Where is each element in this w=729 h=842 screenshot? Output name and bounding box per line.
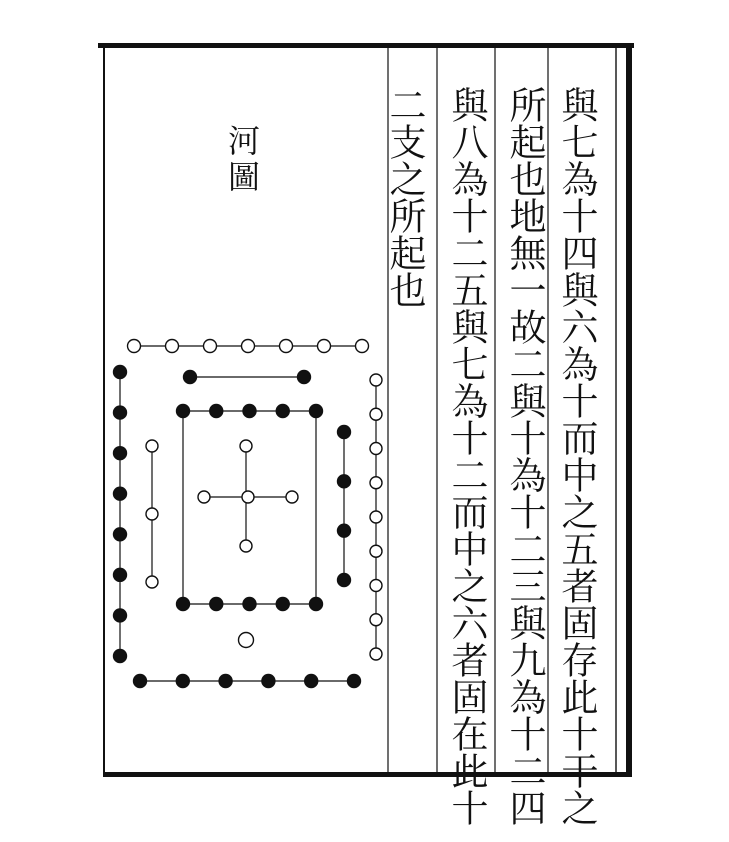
black-dot (184, 371, 197, 384)
white-dot (370, 614, 382, 626)
black-dot (338, 426, 351, 439)
white-dot (128, 340, 141, 353)
black-dot (298, 371, 311, 384)
white-dot (240, 440, 252, 452)
black-dot (114, 568, 127, 581)
black-dot (210, 598, 223, 611)
black-dot (262, 675, 275, 688)
black-dot (114, 406, 127, 419)
white-dot (370, 374, 382, 386)
black-dot (338, 524, 351, 537)
white-dot (370, 443, 382, 455)
white-dot (370, 545, 382, 557)
black-dot (338, 475, 351, 488)
black-dot (114, 366, 127, 379)
white-dot (146, 508, 158, 520)
white-dot (356, 340, 369, 353)
white-dot (370, 511, 382, 523)
black-dot (210, 405, 223, 418)
white-dot (240, 540, 252, 552)
white-dot (204, 340, 217, 353)
white-dot (370, 408, 382, 420)
white-dot (370, 580, 382, 592)
black-dot (219, 675, 232, 688)
white-dot (242, 491, 254, 503)
black-dot (176, 675, 189, 688)
black-dot (310, 598, 323, 611)
black-dot (177, 598, 190, 611)
white-dot (166, 340, 179, 353)
text-column-1: 與七為十四與六為十而中之五者固存此十干之 (555, 86, 598, 826)
text-column-4: 二支之所起也 (383, 86, 426, 308)
black-dot (134, 675, 147, 688)
black-dot (114, 447, 127, 460)
black-dot (243, 405, 256, 418)
black-dot (276, 405, 289, 418)
white-dot (370, 477, 382, 489)
text-column-3: 與八為十二五與七為十二而中之六者固在此十 (445, 86, 488, 826)
black-dot (114, 609, 127, 622)
black-dot (114, 650, 127, 663)
white-dot (146, 440, 158, 452)
diagram-title: 河圖 (223, 124, 261, 196)
white-dot (318, 340, 331, 353)
black-dot (243, 598, 256, 611)
black-dot (338, 574, 351, 587)
black-dot (305, 675, 318, 688)
white-dot (198, 491, 210, 503)
black-dot (177, 405, 190, 418)
black-dot (348, 675, 361, 688)
white-dot (370, 648, 382, 660)
black-dot (276, 598, 289, 611)
black-dot (310, 405, 323, 418)
white-dot (239, 633, 254, 648)
white-dot (280, 340, 293, 353)
text-column-2: 所起也地無一故二與十為十二三與九為十二四 (503, 86, 546, 826)
white-dot (286, 491, 298, 503)
white-dot (242, 340, 255, 353)
black-dot (114, 528, 127, 541)
black-dot (114, 487, 127, 500)
white-dot (146, 576, 158, 588)
